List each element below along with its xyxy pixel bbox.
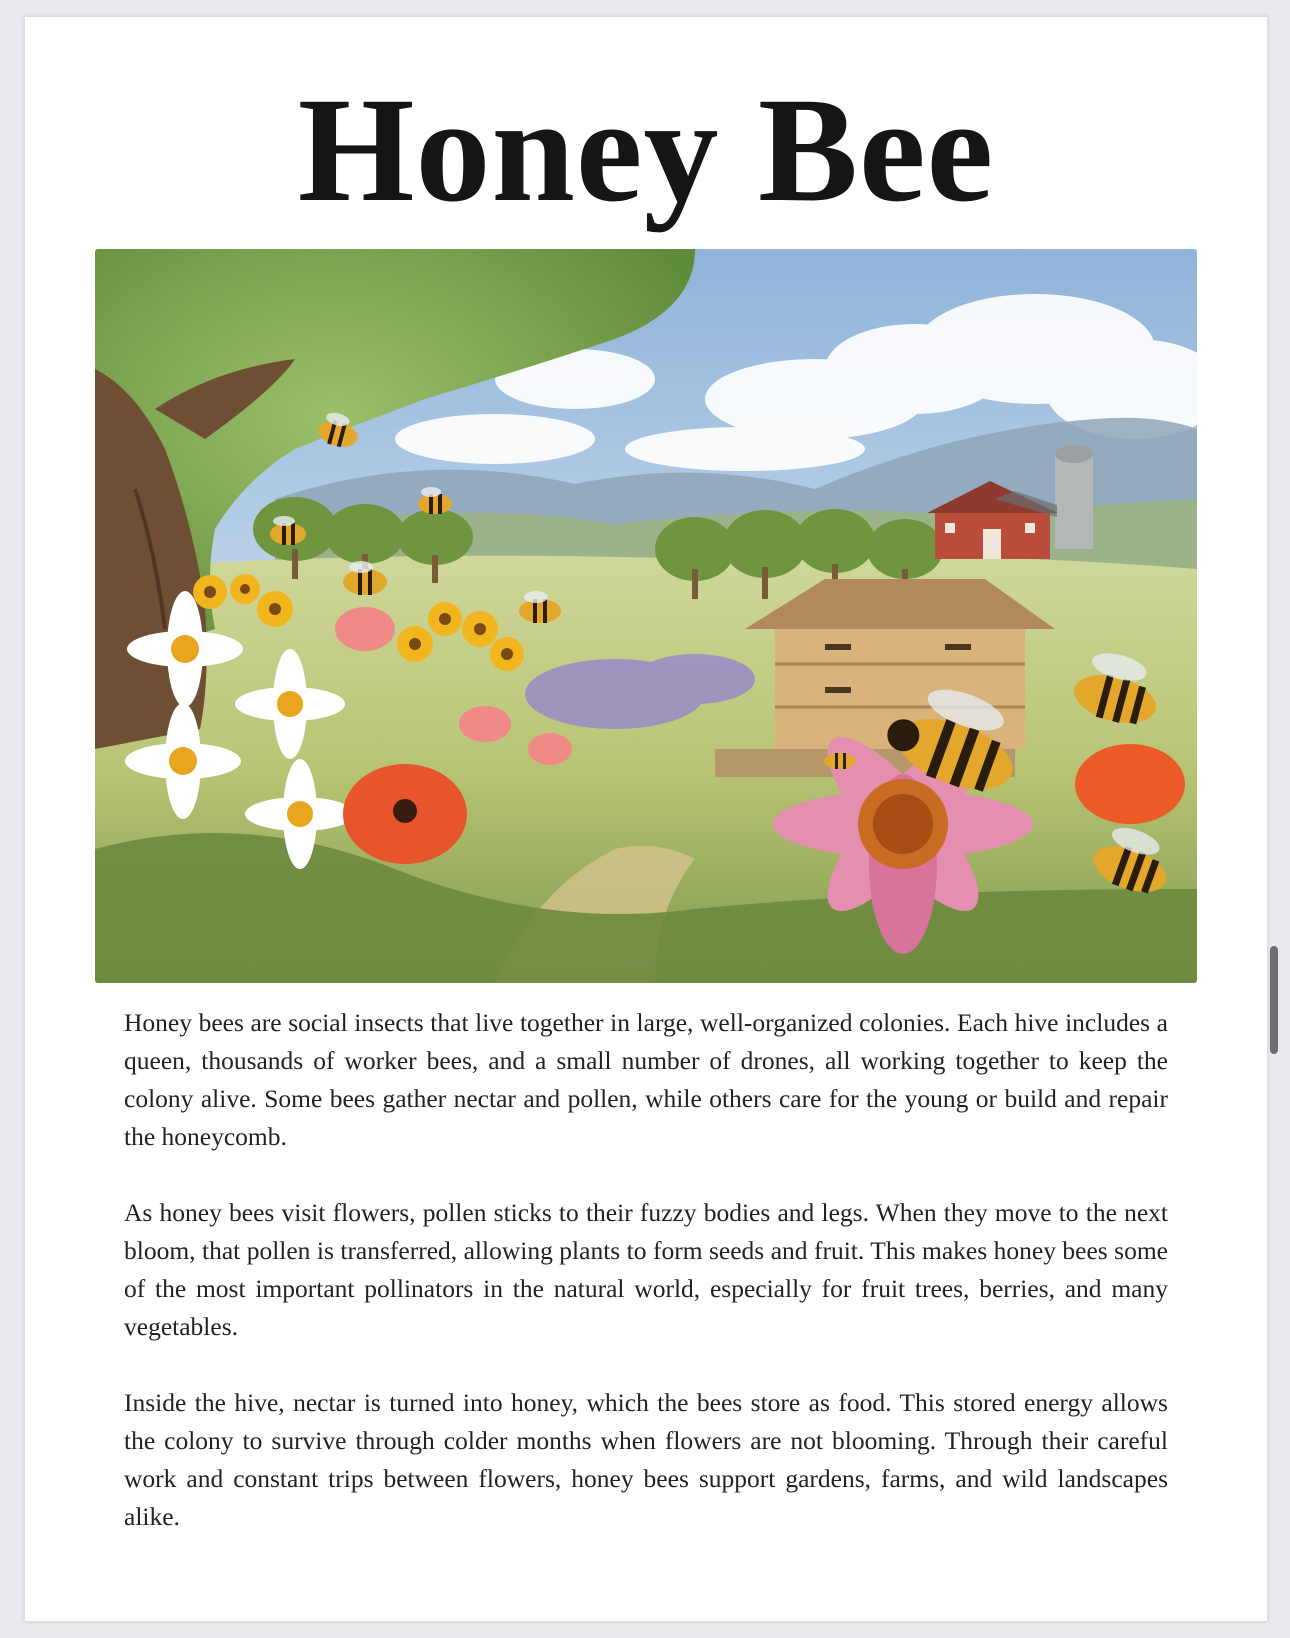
paragraph: As honey bees visit flowers, pollen sticks to their fuzzy bodies and legs. When they move to the next bloom, that pollen is transferred, allowing plants to form seeds and fruit. This makes honey bees some of the most important pollinators in the natural world, especially for fruit trees, berries, and many vegetables. [124, 1198, 1168, 1341]
paragraph: Honey bees are social insects that live together in large, well-organized colonies. Each hive includes a queen, thousands of worker bees, and a small number of drones, all working together to keep the colony alive. Some bees gather nectar and pollen, while others care for the young or build and repair the honeycomb. [124, 1008, 1168, 1151]
meadow-illustration-svg [95, 249, 1197, 983]
vertical-scrollbar[interactable] [1270, 946, 1278, 1054]
article-body [124, 1004, 1168, 1574]
document-page [24, 16, 1268, 1622]
meadow-illustration [95, 249, 1197, 983]
paragraph: Inside the hive, nectar is turned into honey, which the bees store as food. This stored energy allows the colony to survive through colder months when flowers are not blooming. Through their careful work and constant trips between flowers, honey bees support gardens, farms, and wild landscapes alike. [124, 1388, 1168, 1531]
page-title: Honey Bee [297, 67, 995, 233]
